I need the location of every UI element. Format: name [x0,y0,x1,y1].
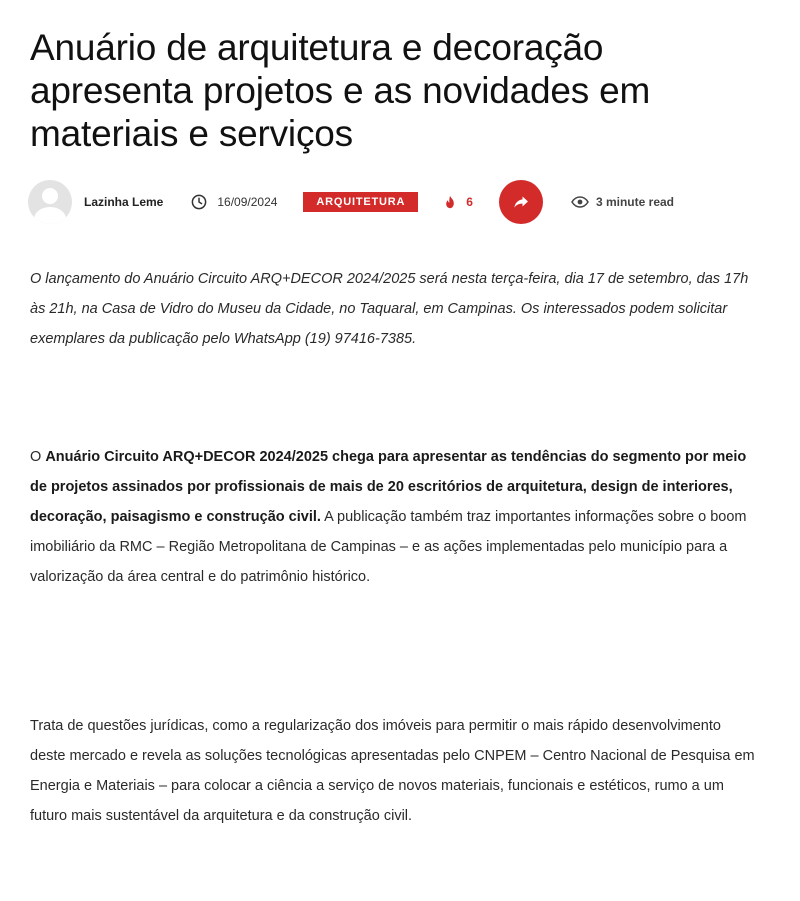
paragraph-bold-text: Anuário Circuito ARQ+DECOR 2024/2025 chega para apresentar as tendências do segmento por meio de projetos assinados por profissionais de mais de 20 escritórios de arquitetura, design de interiores, decoração, paisagismo e construção civil. [30,449,747,525]
paragraph-prefix: O [30,449,46,465]
article-title: Anuário de arquitetura e decoração apresenta projetos e as novidades em materiais e serviços [30,27,651,154]
avatar-placeholder-icon[interactable] [28,180,72,224]
share-arrow-icon [513,194,529,210]
read-time: 3 minute read [595,195,674,209]
avatar-head-shape [42,188,58,204]
avatar-shoulders-shape [34,207,66,224]
paragraph-intro: O lançamento do Anuário Circuito ARQ+DECOR 2024/2025 será nesta terça-feira, dia 17 de setembro, das 17h às 21h, na Casa de Vidro do Museu da Cidade, no Taquaral, em Campinas. Os interessados podem solicitar exemplares da publicação pelo WhatsApp (19) 97416-7385. [30,271,749,347]
clock-icon [191,194,207,210]
share-button[interactable] [499,180,543,224]
fire-icon [444,195,456,209]
paragraph-details: Trata de questões jurídicas, como a regularização dos imóveis para permitir o mais rápido desenvolvimento deste mercado e revela as soluções tecnológicas apresentadas pelo CNPEM – Centro Nacional de Pesquisa em Energia e Materiais – para colocar a ciência a serviço de novos materiais, funcionais e estéticos, rumo a um futuro mais sustentável da arquitetura e da construção civil. [30,718,755,824]
paragraph-description [30,442,760,592]
hot-count: 6 [466,195,473,209]
publish-date: 16/09/2024 [217,195,278,209]
category-badge[interactable]: ARQUITETURA [303,192,418,212]
eye-icon [571,196,589,208]
article-meta [28,178,768,226]
paragraph-rest-text: A publicação também traz importantes informações sobre o boom imobiliário da RMC – Região Metropolitana de Campinas – e as ações implementadas pelo município para a valorização da área central e do patrimônio histórico. [30,509,747,585]
author-name[interactable]: Lazinha Leme [84,195,164,209]
